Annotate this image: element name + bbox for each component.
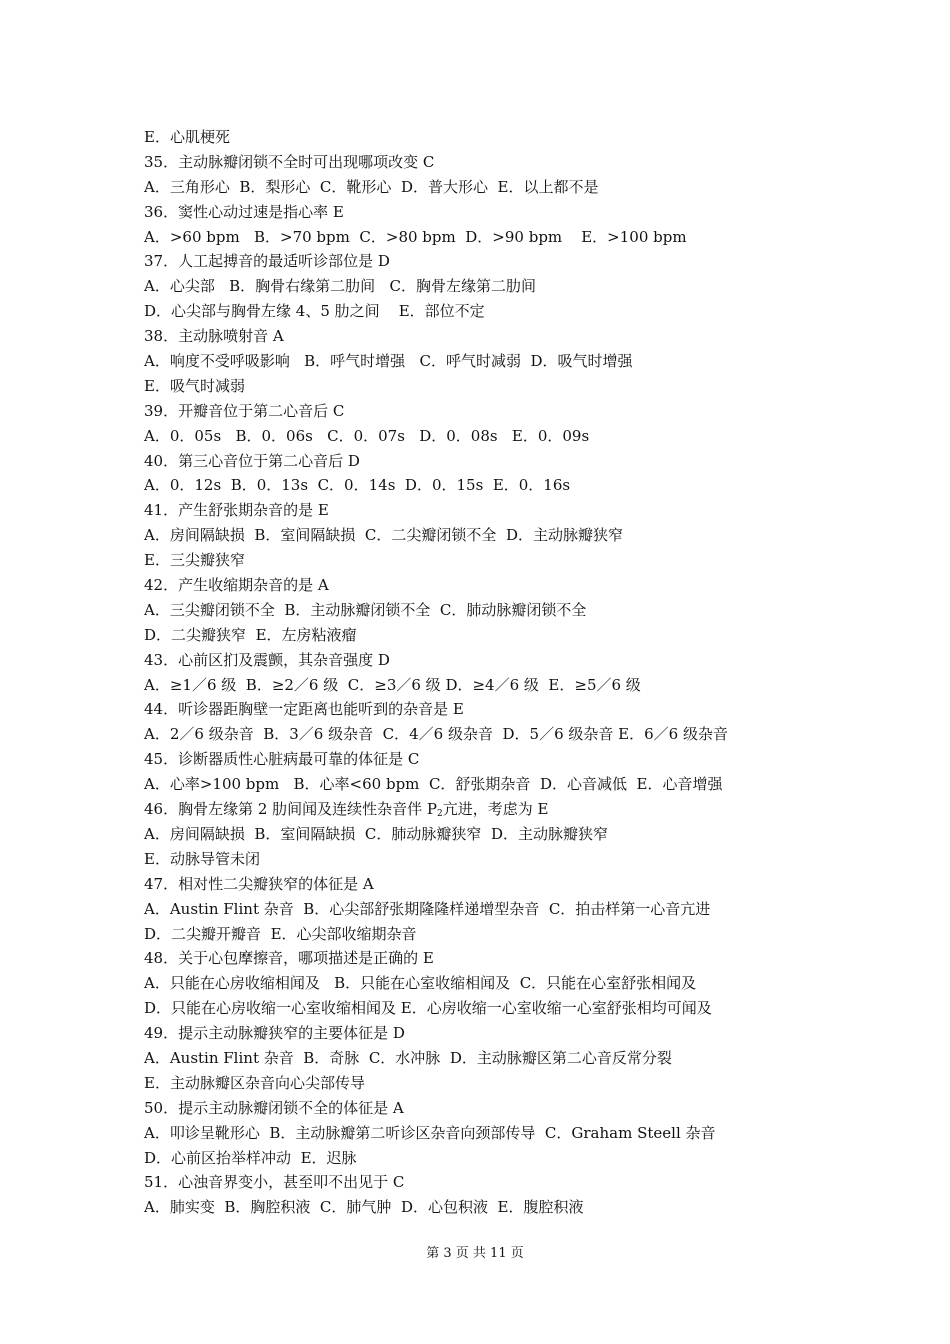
options-line: E．主动脉瓣区杂音向心尖部传导 xyxy=(144,1073,365,1092)
options-line: A．Austin Flint 杂音 B．心尖部舒张期隆隆样递增型杂音 C．拍击样第一心音亢进 xyxy=(144,899,711,918)
options-line: E．三尖瓣狭窄 xyxy=(144,551,245,570)
question-text: 46．胸骨左缘第 2 肋间闻及连续性杂音伴 P xyxy=(144,800,438,819)
options-line: A．只能在心房收缩相闻及 B．只能在心室收缩相闻及 C．只能在心室舒张相闻及 xyxy=(144,974,697,993)
question-line: 35．主动脉瓣闭锁不全时可出现哪项改变 C xyxy=(144,152,435,171)
question-line: 42．产生收缩期杂音的是 A xyxy=(144,576,329,595)
question-line: 49．提示主动脉瓣狭窄的主要体征是 D xyxy=(144,1024,405,1043)
options-line: D．二尖瓣开瓣音 E．心尖部收缩期杂音 xyxy=(144,924,417,943)
options-line: A．心率>100 bpm B．心率<60 bpm C．舒张期杂音 D．心音减低 E．心音增强 xyxy=(144,775,723,794)
text-line: E．心肌梗死 xyxy=(144,128,230,146)
question-line: 41．产生舒张期杂音的是 E xyxy=(144,501,329,520)
options-line: A．响度不受呼吸影响 B．呼气时增强 C．呼气时减弱 D．吸气时增强 xyxy=(144,352,633,371)
options-line: A．叩诊呈靴形心 B．主动脉瓣第二听诊区杂音向颈部传导 C．Graham Steell 杂音 xyxy=(144,1123,716,1142)
question-line: 39．开瓣音位于第二心音后 C xyxy=(144,401,345,420)
question-line: 36．窦性心动过速是指心率 E xyxy=(144,202,344,221)
options-line: A．>60 bpm B．>70 bpm C．>80 bpm D．>90 bpm E．>100 bpm xyxy=(144,227,687,246)
question-line: 50．提示主动脉瓣闭锁不全的体征是 A xyxy=(144,1098,404,1117)
page-footer: 第 3 页 共 11 页 xyxy=(426,1246,524,1261)
question-line: 51．心浊音界变小，甚至叩不出见于 C xyxy=(144,1173,405,1192)
question-list xyxy=(144,125,844,1220)
options-line: A．Austin Flint 杂音 B．奇脉 C．水冲脉 D．主动脉瓣区第二心音反常分裂 xyxy=(144,1048,672,1067)
question-line: 38．主动脉喷射音 A xyxy=(144,327,284,346)
options-line: A．0．12s B．0．13s C．0．14s D．0．15s E．0．16s xyxy=(144,476,571,495)
options-line: A．心尖部 B．胸骨右缘第二肋间 C．胸骨左缘第二肋间 xyxy=(144,277,536,296)
options-line: E．动脉导管未闭 xyxy=(144,849,260,868)
options-line: D．二尖瓣狭窄 E．左房粘液瘤 xyxy=(144,625,357,644)
options-line: D．心前区抬举样冲动 E．迟脉 xyxy=(144,1148,357,1167)
options-line: A．≥1／6 级 B．≥2／6 级 C．≥3／6 级 D．≥4／6 级 E．≥5／6 级 xyxy=(144,675,641,694)
question-line xyxy=(144,797,844,822)
question-line: 45．诊断器质性心脏病最可靠的体征是 C xyxy=(144,750,420,769)
options-line: A．0．05s B．0．06s C．0．07s D．0．08s E．0．09s xyxy=(144,426,590,445)
question-line: 37．人工起搏音的最适听诊部位是 D xyxy=(144,252,390,271)
question-line: 43．心前区扪及震颤，其杂音强度 D xyxy=(144,650,390,669)
options-line: D．心尖部与胸骨左缘 4、5 肋之间 E．部位不定 xyxy=(144,302,485,321)
options-line: A．房间隔缺损 B．室间隔缺损 C．肺动脉瓣狭窄 D．主动脉瓣狭窄 xyxy=(144,824,608,843)
options-line: A．三角形心 B．梨形心 C．靴形心 D．普大形心 E．以上都不是 xyxy=(144,177,599,196)
options-line: A．2／6 级杂音 B．3／6 级杂音 C．4／6 级杂音 D．5／6 级杂音 E．6／6 级杂音 xyxy=(144,725,728,744)
options-line: E．吸气时减弱 xyxy=(144,376,245,395)
options-line: A．肺实变 B．胸腔积液 C．肺气肿 D．心包积液 E．腹腔积液 xyxy=(144,1198,584,1217)
subscript: 2 xyxy=(437,809,443,820)
question-line: 48．关于心包摩擦音，哪项描述是正确的 E xyxy=(144,949,434,968)
question-line: 47．相对性二尖瓣狭窄的体征是 A xyxy=(144,874,374,893)
question-line: 44．听诊器距胸壁一定距离也能听到的杂音是 E xyxy=(144,700,464,719)
question-text-tail: 亢进，考虑为 E xyxy=(442,800,549,819)
options-line: A．三尖瓣闭锁不全 B．主动脉瓣闭锁不全 C．肺动脉瓣闭锁不全 xyxy=(144,600,587,619)
options-line: A．房间隔缺损 B．室间隔缺损 C．二尖瓣闭锁不全 D．主动脉瓣狭窄 xyxy=(144,526,623,545)
options-line: D．只能在心房收缩一心室收缩相闻及 E．心房收缩一心室收缩一心室舒张相均可闻及 xyxy=(144,999,712,1018)
question-line: 40．第三心音位于第二心音后 D xyxy=(144,451,360,470)
